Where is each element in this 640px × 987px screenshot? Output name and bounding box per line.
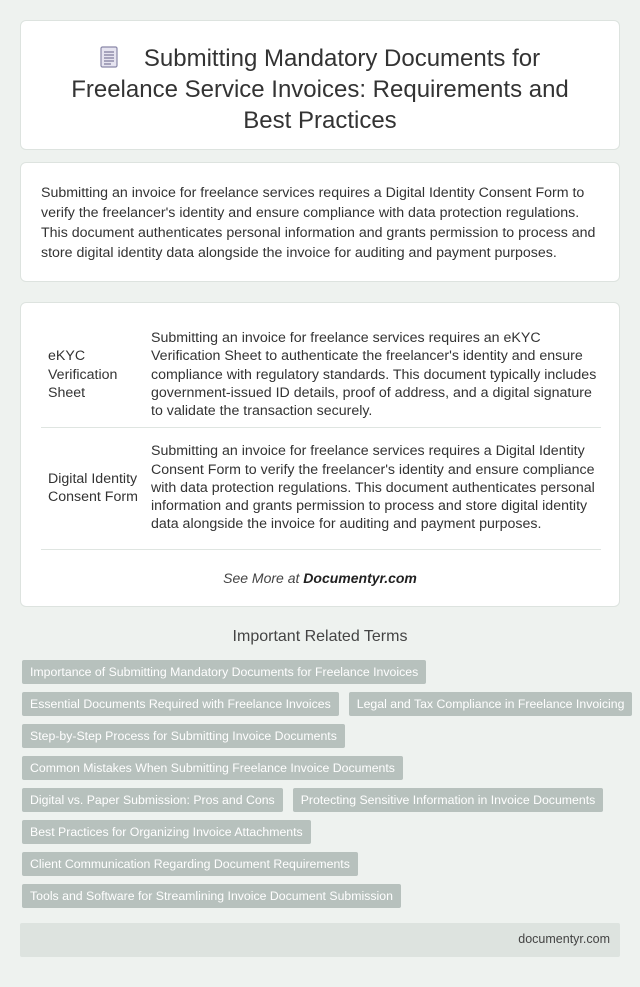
tag-row — [22, 820, 622, 844]
footer — [20, 923, 620, 957]
title-card — [20, 20, 620, 150]
document-icon — [100, 46, 118, 68]
table-row — [41, 427, 601, 549]
page-title-text: Submitting Mandatory Documents for Freelance Service Invoices: Requirements and Best Practices — [71, 45, 569, 134]
related-terms-list — [22, 660, 625, 916]
tag-row — [22, 884, 622, 908]
tag-row — [22, 724, 622, 748]
tag-row — [22, 660, 622, 684]
related-term-tag[interactable]: Essential Documents Required with Freelance Invoices — [22, 692, 339, 716]
document-description: Submitting an invoice for freelance services requires an eKYC Verification Sheet to authenticate the freelancer's identity and ensure compliance with regulatory standards. This document typically includes government-issued ID details, proof of address, and a digital signature to validate the transaction securely. — [145, 323, 601, 427]
tag-row — [22, 852, 622, 876]
document-name: Digital Identity Consent Form — [41, 427, 145, 549]
tag-row — [22, 692, 625, 716]
see-more-link[interactable]: Documentyr.com — [303, 570, 417, 586]
see-more-prefix: See More at — [223, 570, 304, 586]
related-term-tag[interactable]: Client Communication Regarding Document Requirements — [22, 852, 358, 876]
summary-text: Submitting an invoice for freelance services requires a Digital Identity Consent Form to verify the freelancer's identity and ensure compliance with data protection regulations. This document authenticates personal information and grants permission to process and store digital identity data alongside the invoice for auditing and payment purposes. — [41, 185, 596, 261]
related-terms-heading: Important Related Terms — [232, 628, 408, 645]
related-term-tag[interactable]: Legal and Tax Compliance in Freelance Invoicing — [349, 692, 633, 716]
related-term-tag[interactable]: Protecting Sensitive Information in Invoice Documents — [293, 788, 604, 812]
table-row — [41, 323, 601, 427]
related-term-tag[interactable]: Step-by-Step Process for Submitting Invoice Documents — [22, 724, 345, 748]
related-term-tag[interactable]: Tools and Software for Streamlining Invoice Document Submission — [22, 884, 401, 908]
footer-site-link[interactable]: documentyr.com — [518, 932, 610, 946]
document-name: eKYC Verification Sheet — [41, 323, 145, 427]
page-title — [51, 43, 589, 136]
related-term-tag[interactable]: Best Practices for Organizing Invoice Attachments — [22, 820, 311, 844]
see-more-line — [21, 570, 619, 586]
related-term-tag[interactable]: Digital vs. Paper Submission: Pros and Cons — [22, 788, 283, 812]
summary-card — [20, 162, 620, 282]
related-term-tag[interactable]: Importance of Submitting Mandatory Documents for Freelance Invoices — [22, 660, 426, 684]
document-description: Submitting an invoice for freelance services requires a Digital Identity Consent Form to verify the freelancer's identity and ensure compliance with data protection regulations. This document authenticates personal information and grants permission to process and store digital identity data alongside the invoice for auditing and payment purposes. — [145, 427, 601, 549]
related-term-tag[interactable]: Common Mistakes When Submitting Freelance Invoice Documents — [22, 756, 403, 780]
tag-row — [22, 756, 622, 780]
tag-row — [22, 788, 622, 812]
documents-card — [20, 302, 620, 607]
documents-table — [41, 323, 601, 550]
